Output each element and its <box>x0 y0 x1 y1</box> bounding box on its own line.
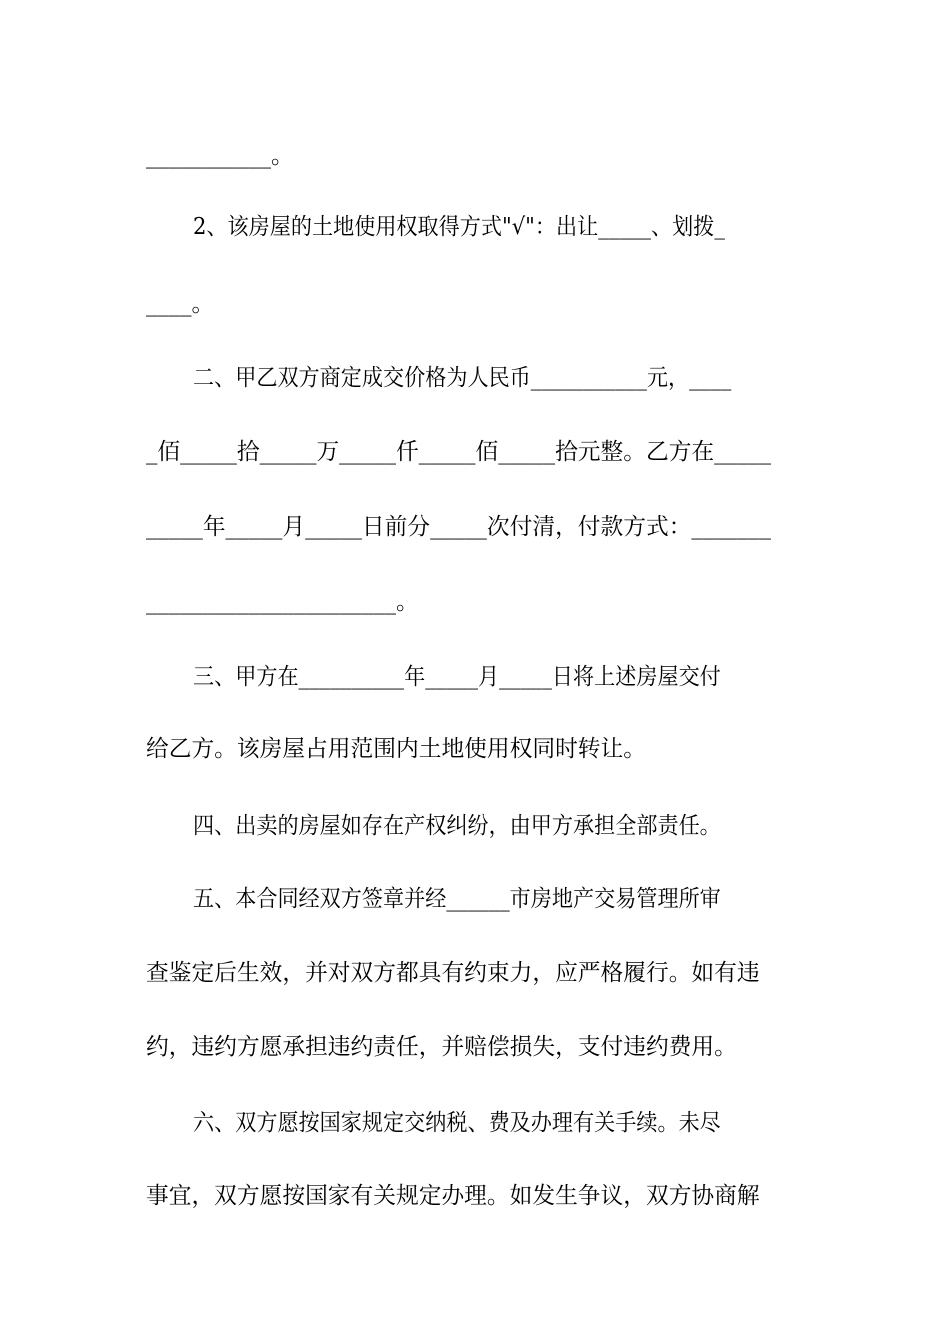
text-line-5: _佰_____拾_____万_____仟_____佰_____拾元整。乙方在_____ <box>146 439 771 465</box>
text-line-7: ______________________。 <box>146 589 419 615</box>
text-line-9: 给乙方。该房屋占用范围内土地使用权同时转让。 <box>146 736 646 762</box>
text-line-4: 二、甲乙双方商定成交价格为人民币___________元，____ <box>193 365 732 391</box>
text-line-8: 三、甲方在__________年_____月_____日将上述房屋交付 <box>193 664 721 690</box>
text-line-14: 六、双方愿按国家规定交纳税、费及办理有关手续。未尽 <box>193 1110 721 1136</box>
text-line-15: 事宜，双方愿按国家有关规定办理。如发生争议，双方协商解 <box>146 1183 760 1209</box>
text-line-11: 五、本合同经双方签章并经______市房地产交易管理所审 <box>193 886 721 912</box>
text-line-1: ___________。 <box>146 143 294 169</box>
text-line-13: 约，违约方愿承担违约责任，并赔偿损失，支付违约费用。 <box>146 1034 737 1060</box>
text-line-3: ____。 <box>146 291 215 317</box>
text-line-12: 查鉴定后生效，并对双方都具有约束力，应严格履行。如有违 <box>146 960 760 986</box>
text-line-10: 四、出卖的房屋如存在产权纠纷，由甲方承担全部责任。 <box>193 813 721 839</box>
text-line-6: _____年_____月_____日前分_____次付清，付款方式：_______ <box>146 514 771 540</box>
text-line-2: 2、该房屋的土地使用权取得方式"√"：出让_____、划拨_ <box>193 214 725 240</box>
